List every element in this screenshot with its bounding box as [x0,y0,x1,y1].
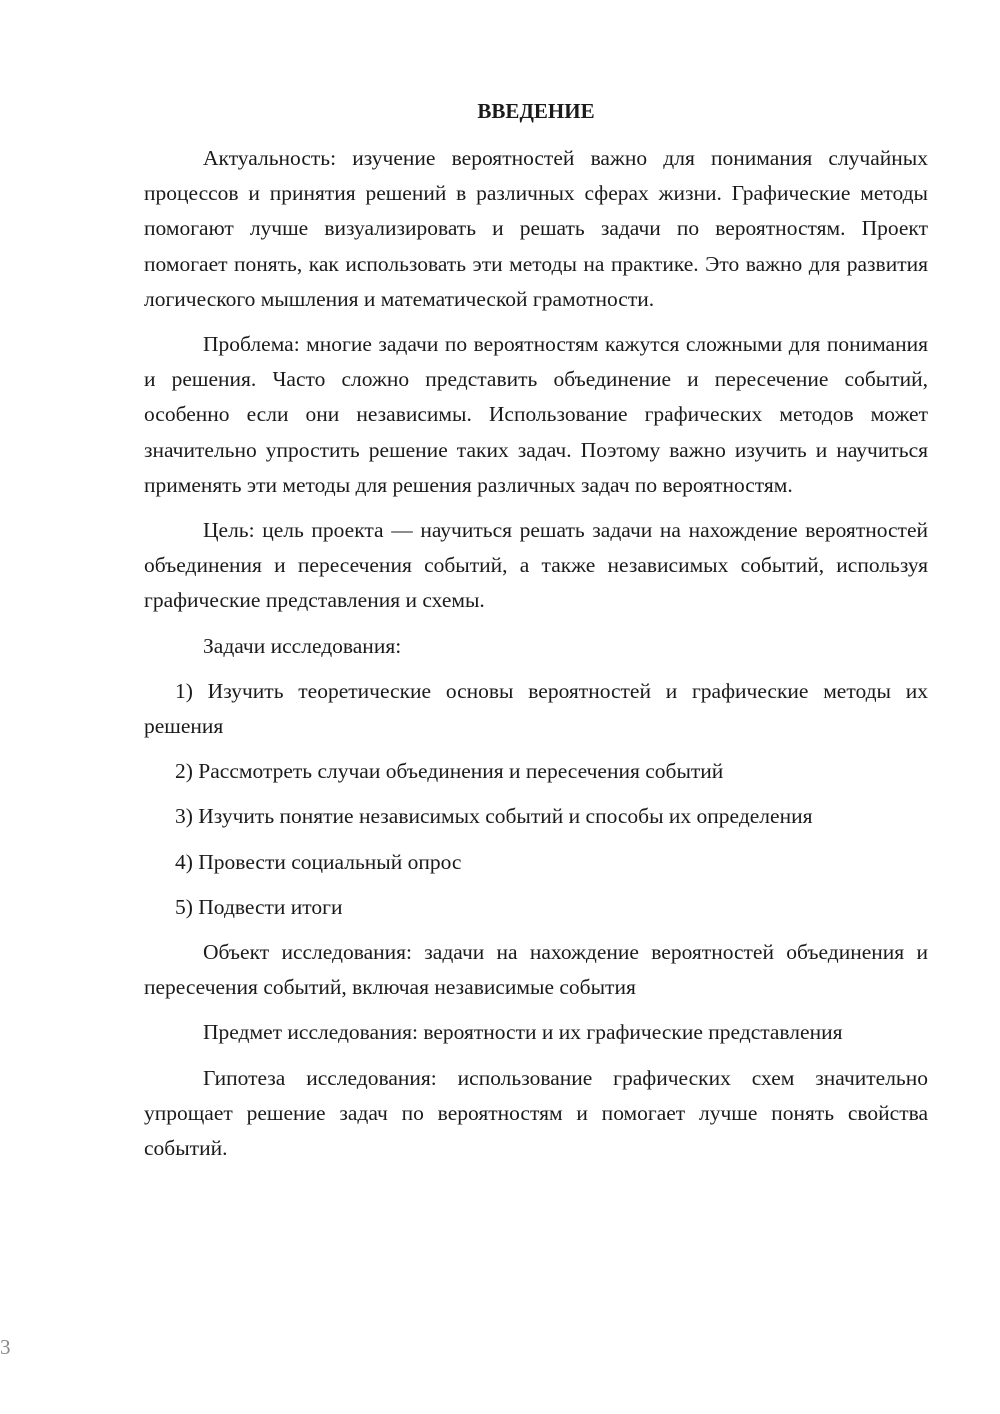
section-title: ВВЕДЕНИЕ [477,99,595,123]
object-paragraph: Объект исследования: задачи на нахождение вероятностей объединения и пересечения событий, включая независимые события [144,940,928,1000]
tasks-list [144,674,928,925]
relevance-paragraph: Актуальность: изучение вероятностей важно для понимания случайных процессов и принятия решений в различных сферах жизни. Графические методы помогают лучше визуализировать и решать задачи по вероятностям. Проект помогает понять, как использовать эти методы на практике. Это важно для развития логического мышления и математической грамотности. [144,146,928,311]
tasks-label: Задачи исследования: [203,633,402,658]
document-body [144,94,928,1176]
hypothesis-paragraph: Гипотеза исследования: использование графических схем значительно упрощает решение задач по вероятностям и помогает лучше понять свойства событий. [144,1065,928,1161]
problem-paragraph: Проблема: многие задачи по вероятностям кажутся сложными для понимания и решения. Часто сложно представить объединение и пересечение событий, особенно если они независимы. Использование графических методов может значительно упростить решение таких задач. Поэтому важно изучить и научиться применять эти методы для решения различных задач по вероятностям. [144,332,928,497]
subject-paragraph: Предмет исследования: вероятности и их графические представления [203,1020,843,1045]
goal-paragraph: Цель: цель проекта — научиться решать задачи на нахождение вероятностей объединения и пересечения событий, а также независимых событий, используя графические представления и схемы. [144,518,928,613]
list-item: 5) Подвести итоги [175,894,343,919]
list-item: 2) Рассмотреть случаи объединения и пересечения событий [175,759,724,784]
list-item: 4) Провести социальный опрос [175,849,462,874]
page-number: 3 [0,1335,11,1359]
list-item: 3) Изучить понятие независимых событий и способы их определения [175,804,813,829]
list-item: 1) Изучить теоретические основы вероятностей и графические методы их решения [144,678,928,739]
